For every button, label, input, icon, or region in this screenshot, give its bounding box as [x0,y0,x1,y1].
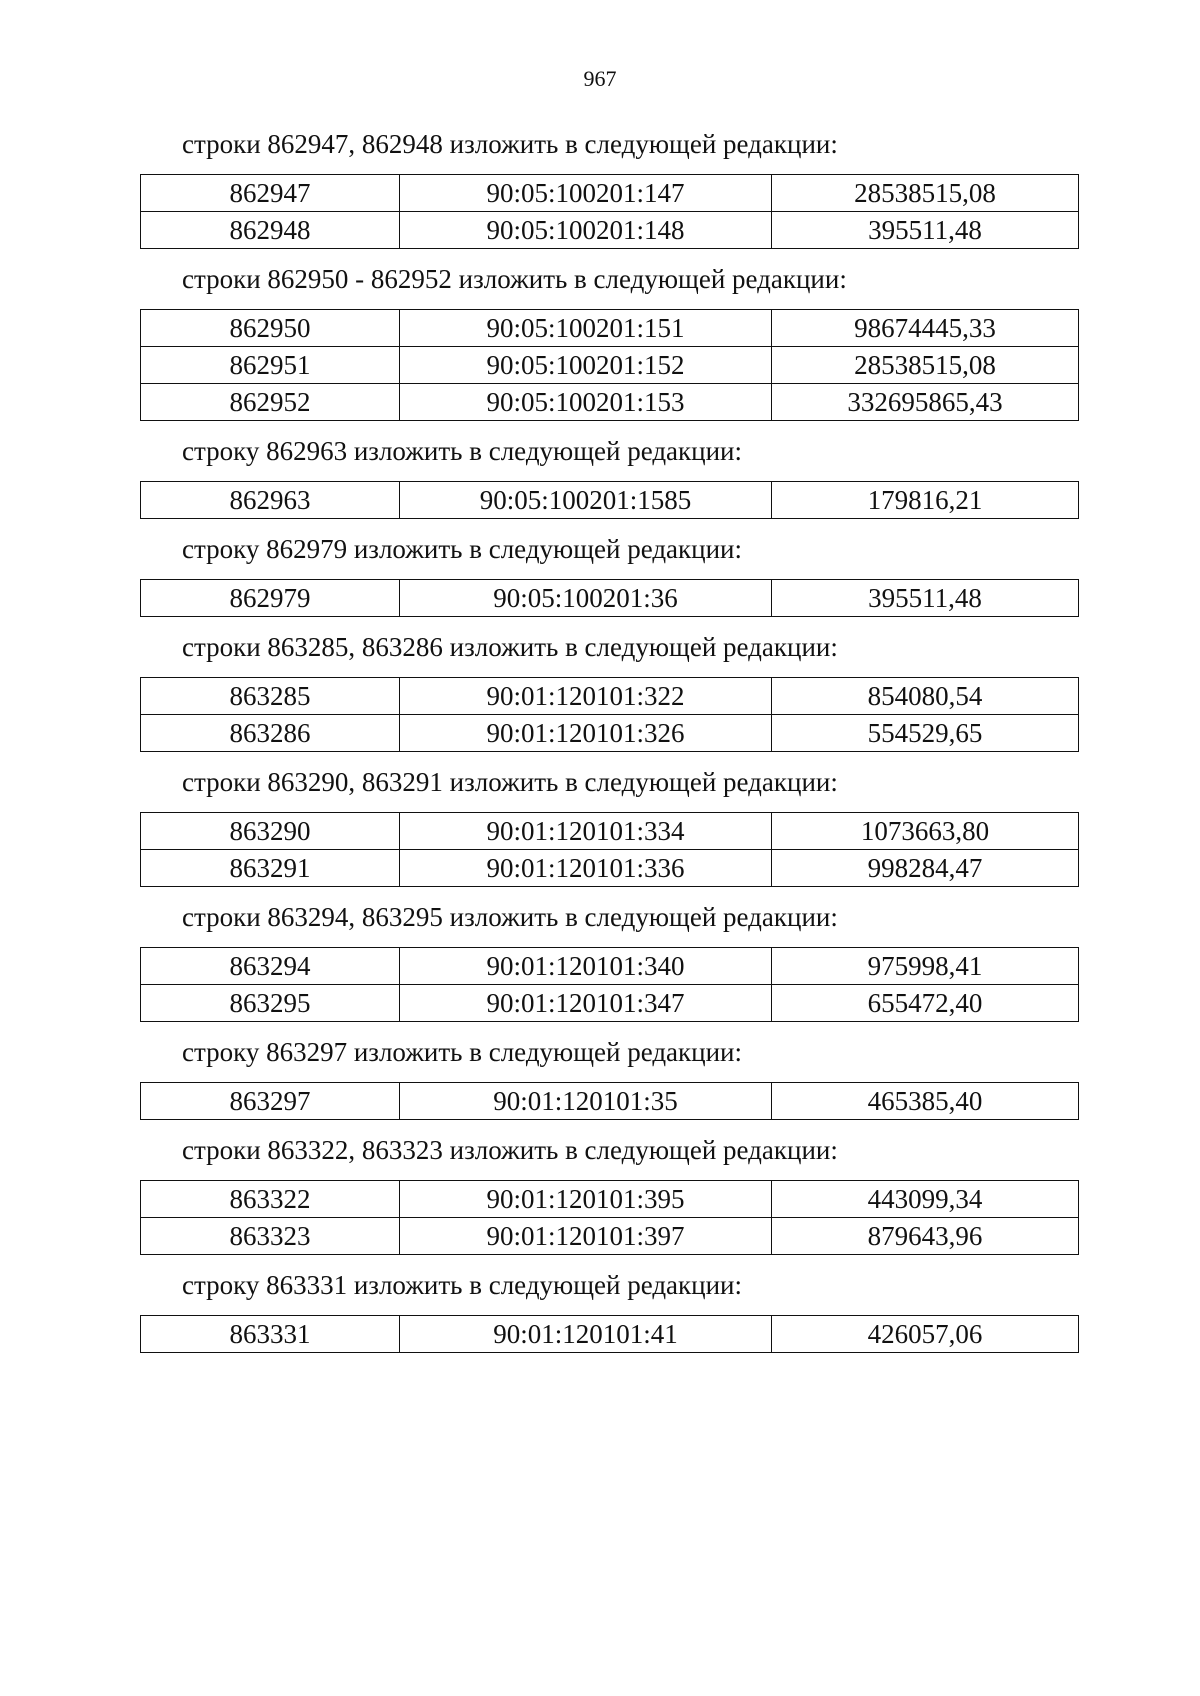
value-cell: 395511,48 [772,212,1079,249]
row-number-cell: 863294 [141,948,400,985]
value-cell: 395511,48 [772,580,1079,617]
section-heading: строки 862950 - 862952 изложить в следующей редакции: [182,264,847,294]
section-heading: строку 862963 изложить в следующей редакции: [182,436,743,466]
value-cell: 998284,47 [772,850,1079,887]
row-number-cell: 862947 [141,175,400,212]
cadastral-number-cell: 90:01:120101:395 [400,1181,772,1218]
row-number-cell: 862963 [141,482,400,519]
amendment-table [140,1315,1079,1353]
cadastral-number-cell: 90:05:100201:152 [400,347,772,384]
cadastral-number-cell: 90:05:100201:153 [400,384,772,421]
amendment-table [140,481,1079,519]
page-number: 967 [583,66,617,91]
table-row [141,1218,1079,1255]
table-row [141,482,1079,519]
value-cell: 879643,96 [772,1218,1079,1255]
amendment-table [140,1180,1079,1255]
section-heading: строки 863322, 863323 изложить в следующей редакции: [182,1135,838,1165]
row-number-cell: 862952 [141,384,400,421]
value-cell: 554529,65 [772,715,1079,752]
value-cell: 98674445,33 [772,310,1079,347]
table-row [141,948,1079,985]
row-number-cell: 863286 [141,715,400,752]
amendment-table [140,812,1079,887]
row-number-cell: 863331 [141,1316,400,1353]
table-row [141,384,1079,421]
table-row [141,175,1079,212]
amendment-table [140,947,1079,1022]
table-row [141,580,1079,617]
value-cell: 975998,41 [772,948,1079,985]
amendment-table [140,174,1079,249]
row-number-cell: 863323 [141,1218,400,1255]
value-cell: 332695865,43 [772,384,1079,421]
section-heading: строки 862947, 862948 изложить в следующей редакции: [182,129,838,159]
amendment-table [140,309,1079,421]
table-row [141,715,1079,752]
value-cell: 465385,40 [772,1083,1079,1120]
row-number-cell: 863290 [141,813,400,850]
amendment-table [140,677,1079,752]
section-heading: строки 863285, 863286 изложить в следующей редакции: [182,632,838,662]
cadastral-number-cell: 90:01:120101:340 [400,948,772,985]
value-cell: 28538515,08 [772,175,1079,212]
section-heading: строку 863331 изложить в следующей редакции: [182,1270,743,1300]
cadastral-number-cell: 90:01:120101:397 [400,1218,772,1255]
section-heading: строки 863294, 863295 изложить в следующей редакции: [182,902,838,932]
cadastral-number-cell: 90:01:120101:336 [400,850,772,887]
value-cell: 443099,34 [772,1181,1079,1218]
row-number-cell: 863322 [141,1181,400,1218]
table-row [141,310,1079,347]
value-cell: 426057,06 [772,1316,1079,1353]
amendment-table [140,1082,1079,1120]
table-row [141,212,1079,249]
row-number-cell: 862948 [141,212,400,249]
table-row [141,1316,1079,1353]
cadastral-number-cell: 90:05:100201:148 [400,212,772,249]
row-number-cell: 863291 [141,850,400,887]
cadastral-number-cell: 90:05:100201:147 [400,175,772,212]
cadastral-number-cell: 90:01:120101:347 [400,985,772,1022]
row-number-cell: 862951 [141,347,400,384]
value-cell: 655472,40 [772,985,1079,1022]
row-number-cell: 862950 [141,310,400,347]
table-row [141,813,1079,850]
amendment-table [140,579,1079,617]
value-cell: 1073663,80 [772,813,1079,850]
table-row [141,678,1079,715]
cadastral-number-cell: 90:05:100201:36 [400,580,772,617]
value-cell: 179816,21 [772,482,1079,519]
table-row [141,347,1079,384]
section-heading: строку 863297 изложить в следующей редакции: [182,1037,743,1067]
table-row [141,850,1079,887]
table-row [141,1181,1079,1218]
section-heading: строку 862979 изложить в следующей редакции: [182,534,743,564]
cadastral-number-cell: 90:01:120101:326 [400,715,772,752]
cadastral-number-cell: 90:05:100201:1585 [400,482,772,519]
row-number-cell: 863297 [141,1083,400,1120]
cadastral-number-cell: 90:01:120101:41 [400,1316,772,1353]
row-number-cell: 863295 [141,985,400,1022]
table-row [141,985,1079,1022]
cadastral-number-cell: 90:01:120101:334 [400,813,772,850]
document-body [140,128,1085,1367]
table-row [141,1083,1079,1120]
cadastral-number-cell: 90:05:100201:151 [400,310,772,347]
value-cell: 28538515,08 [772,347,1079,384]
row-number-cell: 862979 [141,580,400,617]
cadastral-number-cell: 90:01:120101:322 [400,678,772,715]
cadastral-number-cell: 90:01:120101:35 [400,1083,772,1120]
row-number-cell: 863285 [141,678,400,715]
section-heading: строки 863290, 863291 изложить в следующей редакции: [182,767,838,797]
value-cell: 854080,54 [772,678,1079,715]
